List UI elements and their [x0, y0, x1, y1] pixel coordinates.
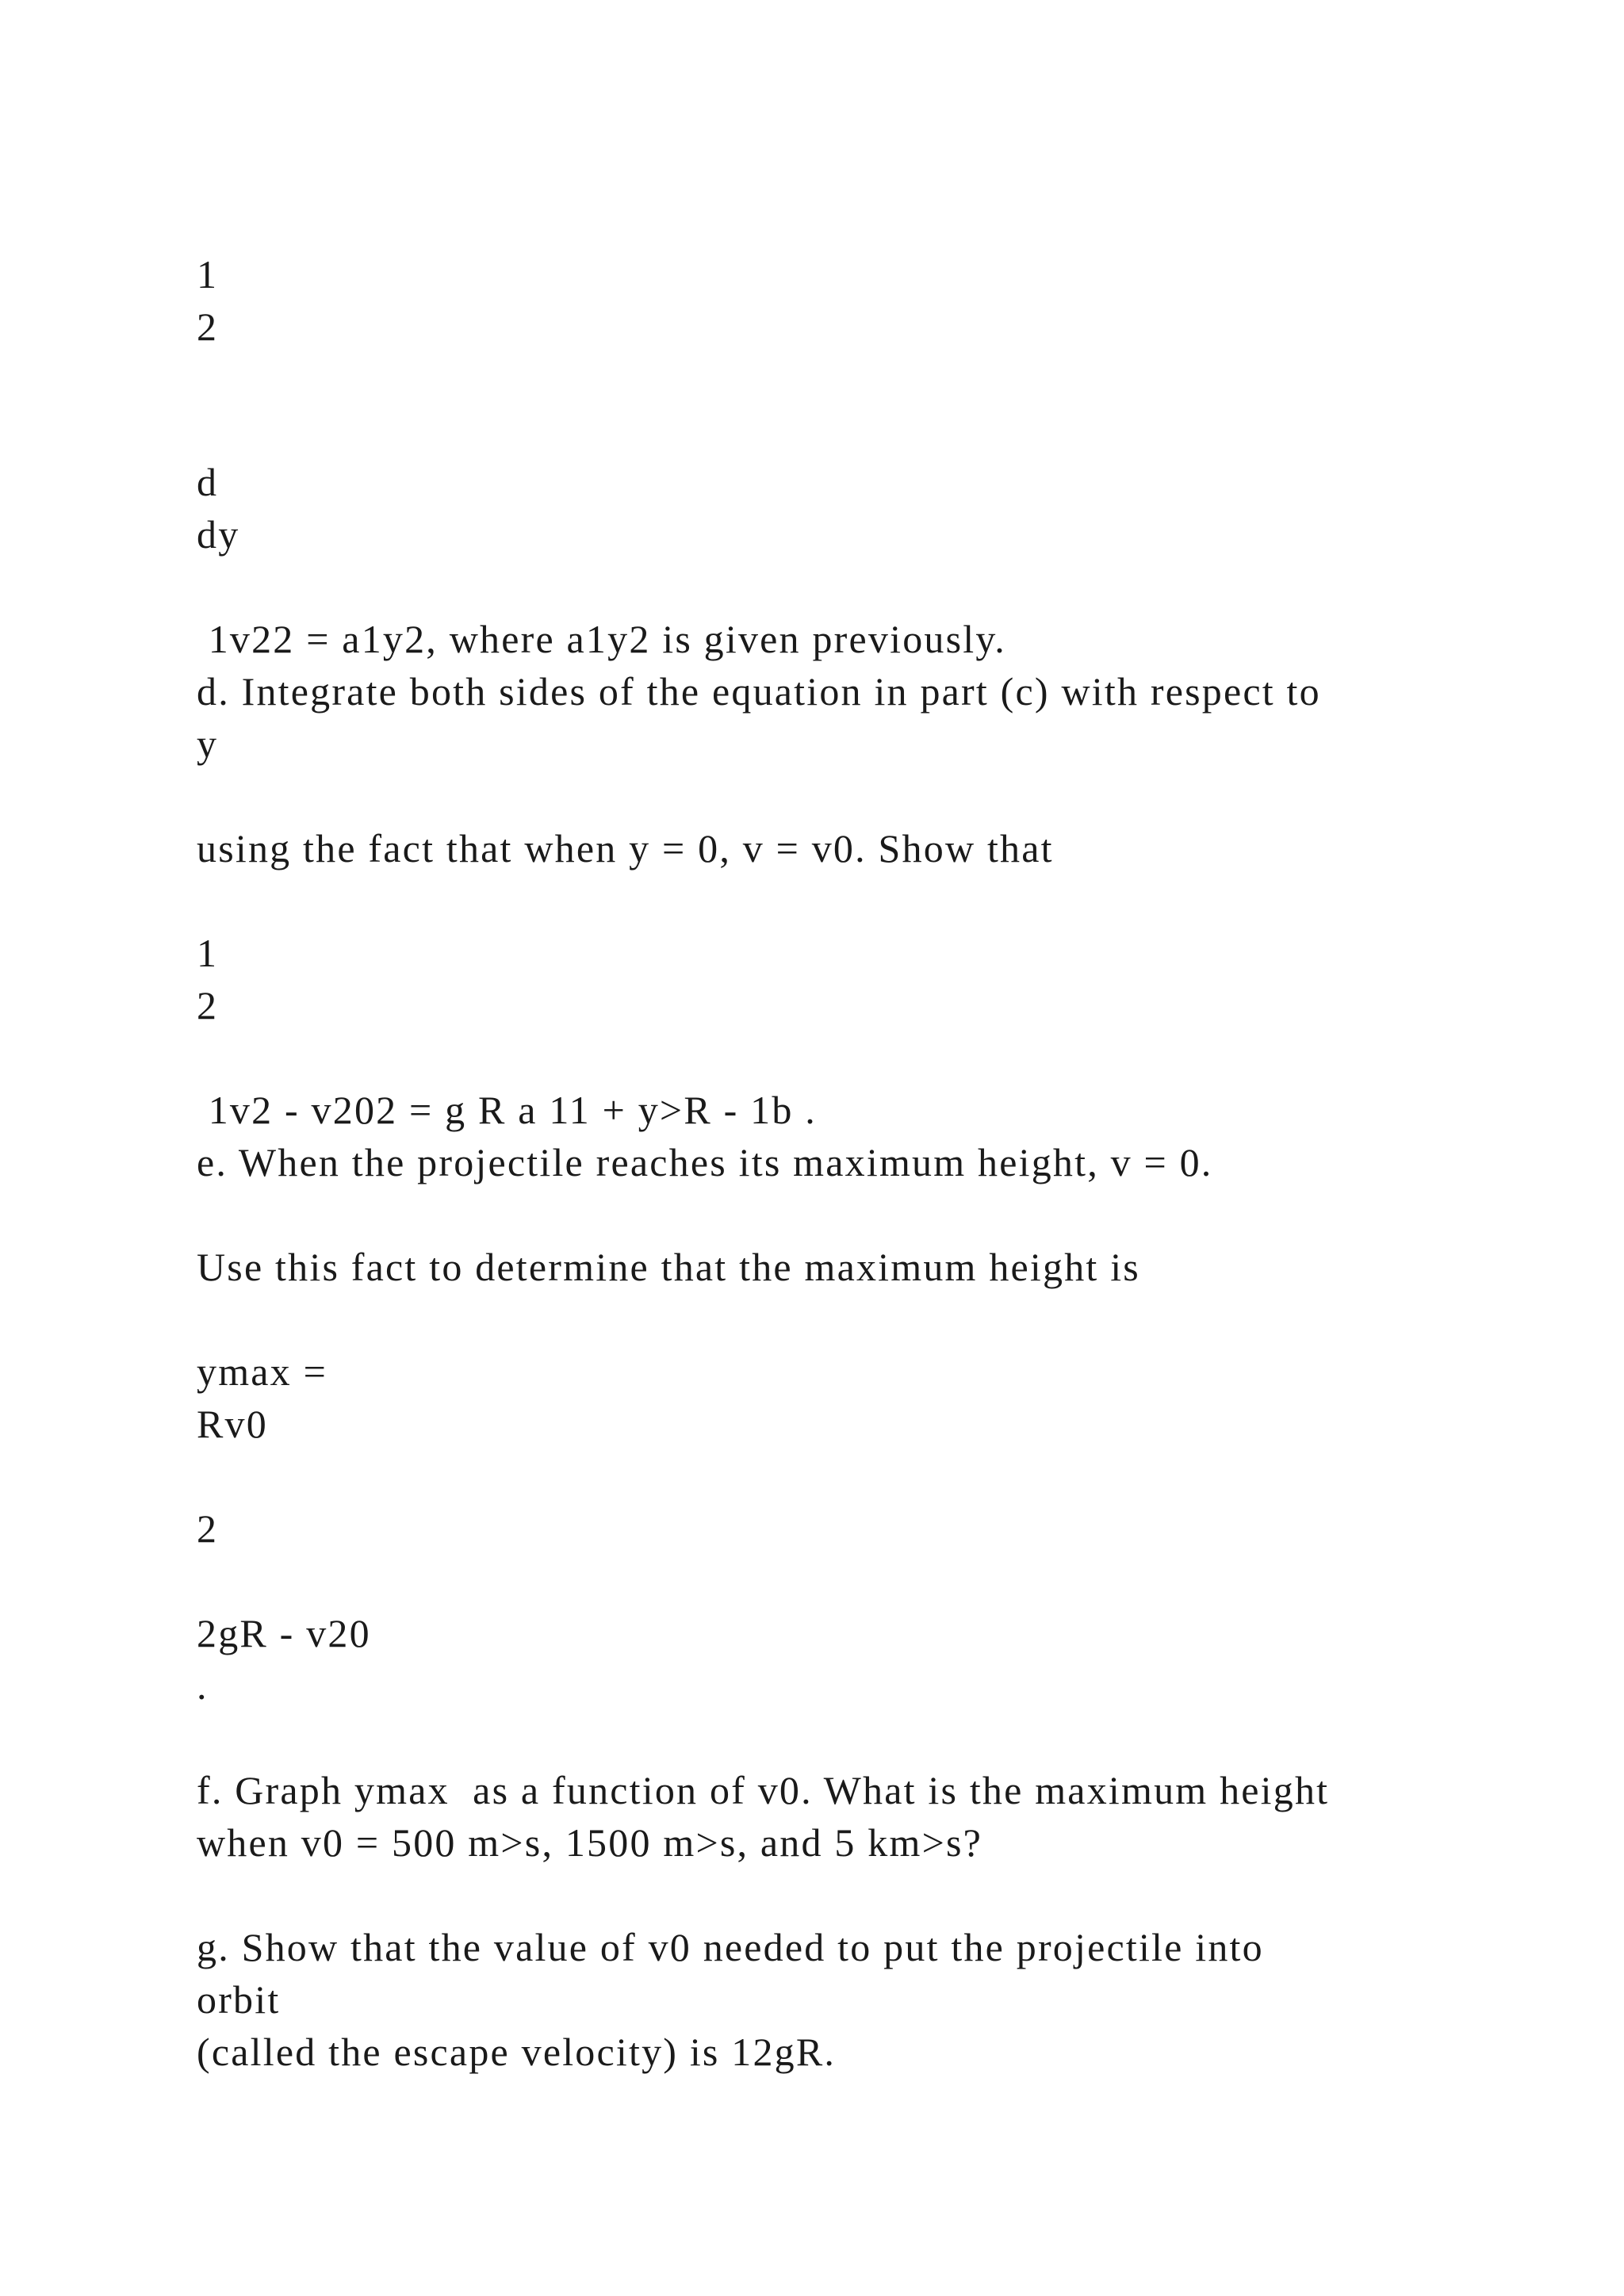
part-d-text-cont: y	[197, 721, 219, 766]
equation-lhs: ymax =	[197, 1349, 327, 1394]
equation-denominator: 2gR - v20	[197, 1611, 371, 1655]
part-g-text: g. Show that the value of v0 needed to put the projectile into	[197, 1925, 1264, 1969]
equation-line: 1v2 - v202 = g R a 11 + y>R - 1b .	[197, 1088, 817, 1132]
fraction-denominator: 2	[197, 304, 219, 349]
part-d-instruction: using the fact that when y = 0, v = v0. Show that	[197, 826, 1054, 871]
part-f-text: f. Graph ymax as a function of v0. What is the maximum height	[197, 1768, 1330, 1812]
part-e-instruction: Use this fact to determine that the maximum height is	[197, 1245, 1140, 1289]
part-g-text-end: (called the escape velocity) is 12gR.	[197, 2030, 837, 2074]
fraction-denominator: 2	[197, 983, 219, 1027]
derivative-denominator: dy	[197, 512, 240, 557]
part-d-text: d. Integrate both sides of the equation in part (c) with respect to	[197, 669, 1321, 714]
part-g-text-cont: orbit	[197, 1977, 281, 2022]
part-e-text: e. When the projectile reaches its maximum height, v = 0.	[197, 1140, 1213, 1184]
fraction-numerator: 1	[197, 252, 219, 297]
equation-exponent: 2	[197, 1506, 219, 1551]
equation-line: 1v22 = a1y2, where a1y2 is given previously.	[197, 617, 1006, 661]
derivative-numerator: d	[197, 460, 219, 504]
part-f-text-cont: when v0 = 500 m>s, 1500 m>s, and 5 km>s?	[197, 1820, 983, 1865]
equation-period: .	[197, 1663, 209, 1708]
equation-numerator: Rv0	[197, 1402, 268, 1446]
fraction-numerator: 1	[197, 931, 219, 975]
